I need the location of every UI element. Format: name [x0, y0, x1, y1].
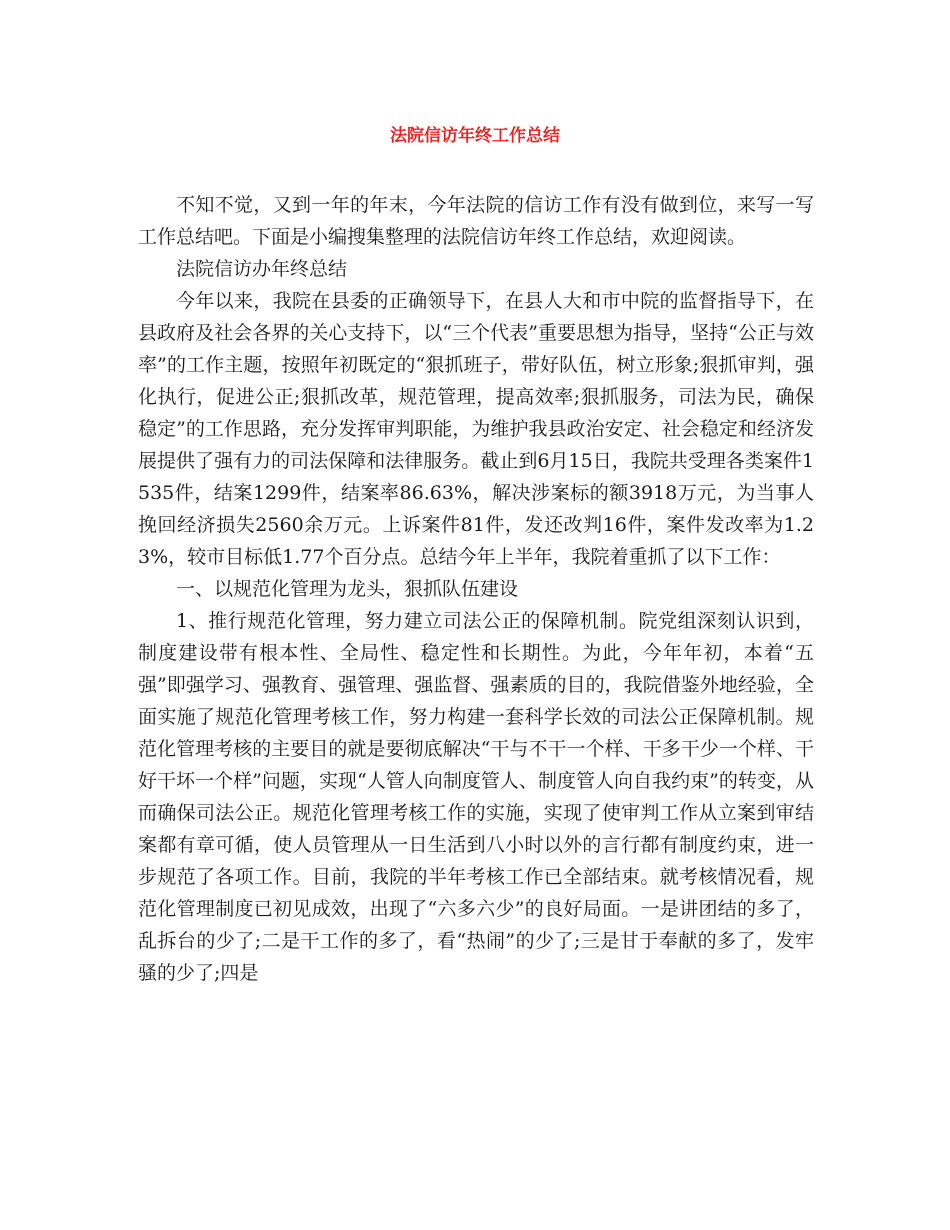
section-heading: 法院信访办年终总结 [176, 258, 348, 280]
document-body [138, 189, 814, 989]
body-paragraph: 今年以来，我院在县委的正确领导下，在县人大和市中院的监督指导下，在县政府及社会各界的关心支持下，以“三个代表”重要思想为指导，坚持“公正与效率”的工作主题，按照年初既定的“狠抓班子，带好队伍，树立形象;狠抓审判，强化执行，促进公正;狠抓改革，规范管理，提高效率;狠抓服务，司法为民，确保稳定”的工作思路，充分发挥审判职能，为维护我县政治安定、社会稳定和经济发展提供了强有力的司法保障和法律服务。截止到6月15日，我院共受理各类案件1535件，结案1299件，结案率86.63%，解决涉案标的额3918万元，为当事人挽回经济损失2560余万元。上诉案件81件，发还改判16件，案件发改率为1.23%，较市目标低1.77个百分点。总结今年上半年，我院着重抓了以下工作： [138, 290, 814, 568]
document-title: 法院信访年终工作总结 [390, 126, 560, 146]
intro-paragraph: 不知不觉，又到一年的年末，今年法院的信访工作有没有做到位，来写一写工作总结吧。下面是小编搜集整理的法院信访年终工作总结，欢迎阅读。 [138, 194, 814, 248]
body-paragraph: 1、推行规范化管理，努力建立司法公正的保障机制。院党组深刻认识到，制度建设带有根本性、全局性、稳定性和长期性。为此，今年年初，本着“五强”即强学习、强教育、强管理、强监督、强素质的目的，我院借鉴外地经验，全面实施了规范化管理考核工作，努力构建一套科学长效的司法公正保障机制。规范化管理考核的主要目的就是要彻底解决“干与不干一个样、干多干少一个样、干好干坏一个样”问题，实现“人管人向制度管人、制度管人向自我约束”的转变，从而确保司法公正。规范化管理考核工作的实施，实现了使审判工作从立案到审结案都有章可循，使人员管理从一日生活到八小时以外的言行都有制度约束，进一步规范了各项工作。目前，我院的半年考核工作已全部结束。就考核情况看，规范化管理制度已初见成效，出现了“六多六少”的良好局面。一是讲团结的多了，乱拆台的少了;二是干工作的多了，看“热闹”的少了;三是甘于奉献的多了，发牢骚的少了;四是 [138, 610, 814, 984]
subsection-heading: 一、以规范化管理为龙头，狠抓队伍建设 [176, 578, 519, 600]
